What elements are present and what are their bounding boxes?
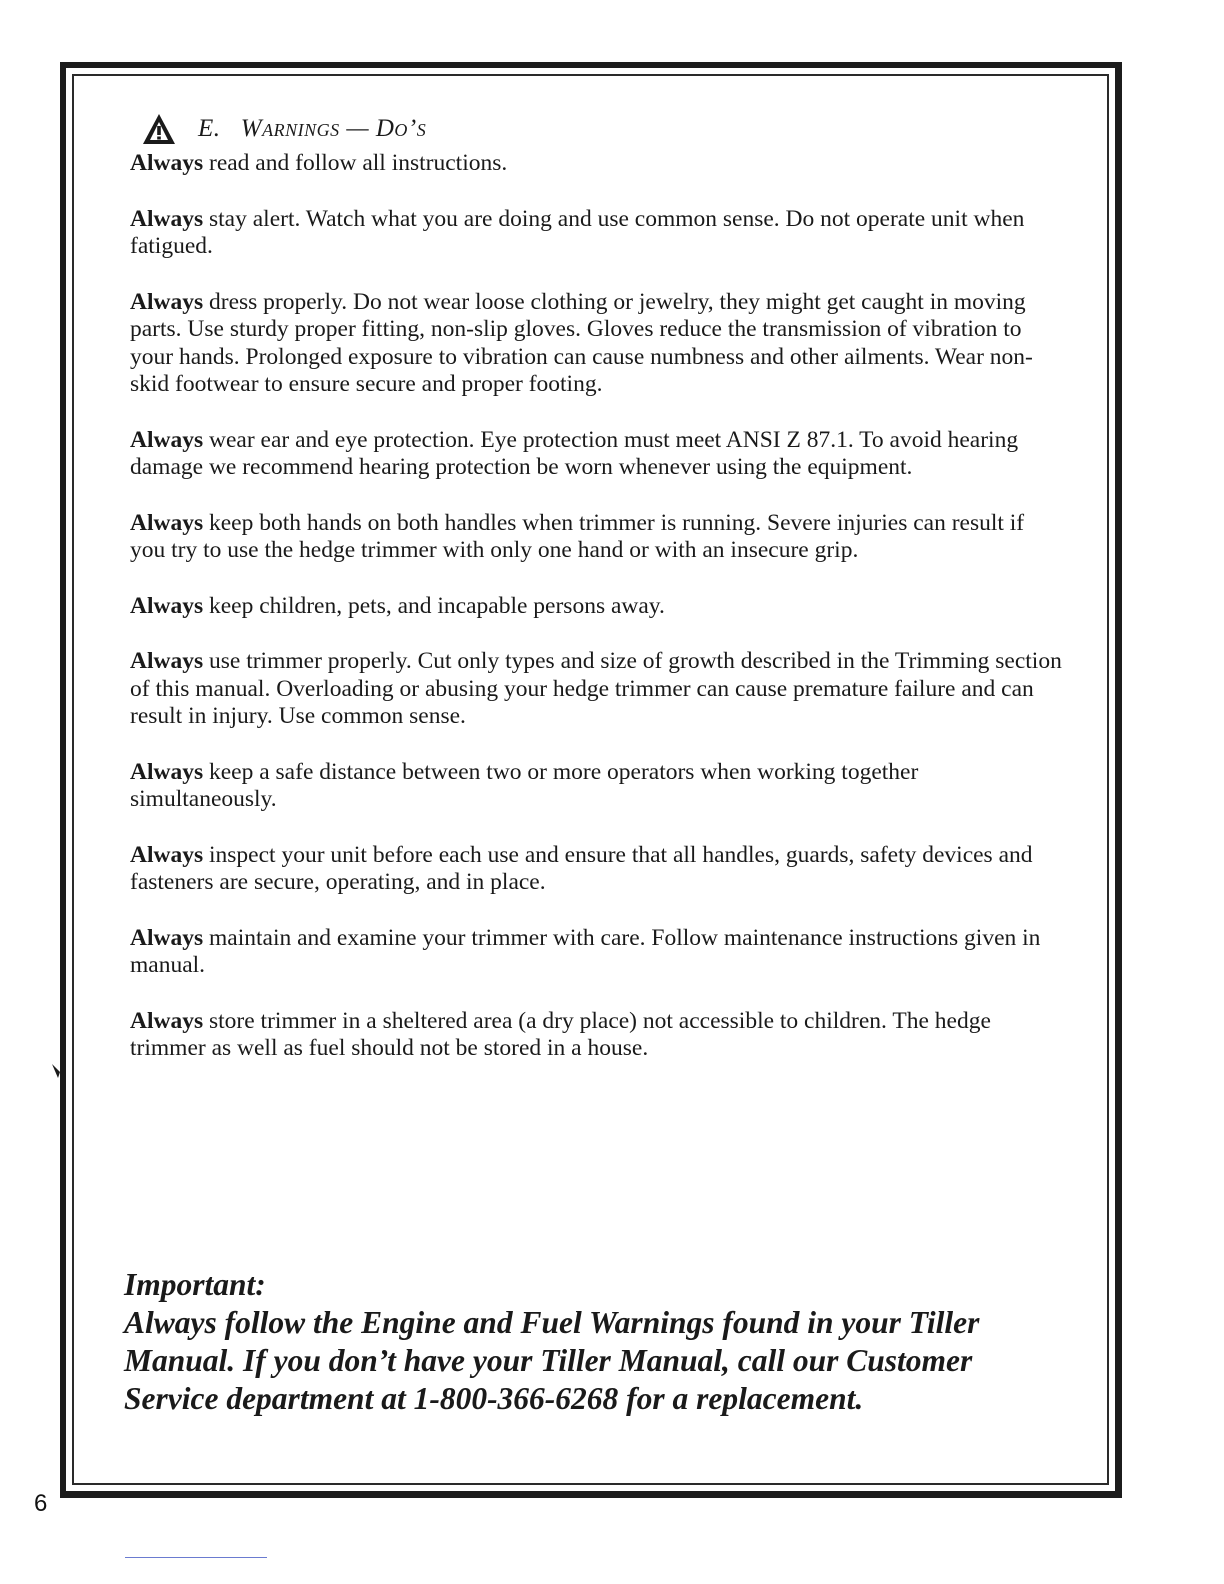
important-label: Important: bbox=[124, 1267, 266, 1302]
warning-text: read and follow all instructions. bbox=[203, 150, 508, 176]
warning-item bbox=[130, 427, 1064, 482]
warning-lead: Always bbox=[130, 841, 204, 868]
section-letter: E. bbox=[198, 115, 221, 142]
warnings-list bbox=[124, 150, 1064, 1091]
important-text: Always follow the Engine and Fuel Warnings found in your Tiller Manual. If you don’t have your Tiller Manual, call our Customer Service department at 1-800-366-6268 for a replacement. bbox=[124, 1305, 980, 1416]
warning-lead: Always bbox=[130, 150, 204, 176]
warning-item bbox=[130, 759, 1064, 814]
warning-lead: Always bbox=[130, 426, 204, 453]
warning-lead: Always bbox=[130, 205, 204, 232]
warning-item bbox=[130, 925, 1064, 980]
warning-text: dress properly. Do not wear loose clothing or jewelry, they might get caught in moving parts. Use sturdy proper fitting, non-slip gloves. Gloves reduce the transmission of vibration to your hands. Prolonged exposure to vibration can cause numbness and other ailments. Wear non-skid footwear to ensure secure and proper footing. bbox=[130, 288, 1033, 397]
warning-text: maintain and examine your trimmer with care. Follow maintenance instructions given in manual. bbox=[130, 924, 1041, 978]
warning-item bbox=[130, 289, 1064, 399]
warning-item bbox=[130, 842, 1064, 897]
warning-lead: Always bbox=[130, 592, 204, 619]
page-number: 6 bbox=[34, 1490, 48, 1517]
warning-item bbox=[130, 593, 1064, 621]
warning-text: stay alert. Watch what you are doing and use common sense. Do not operate unit when fatigued. bbox=[130, 205, 1025, 259]
warning-lead: Always bbox=[130, 648, 204, 674]
warning-lead: Always bbox=[130, 288, 204, 315]
section-title bbox=[198, 115, 426, 143]
warning-lead: Always bbox=[130, 509, 204, 536]
warning-lead: Always bbox=[130, 924, 204, 951]
warning-text: wear ear and eye protection. Eye protection must meet ANSI Z 87.1. To avoid hearing damage we recommend hearing protection be worn whenever using the equipment. bbox=[130, 426, 1019, 480]
binding-mark bbox=[52, 1064, 60, 1078]
warning-text: keep a safe distance between two or more operators when working together simultaneously. bbox=[130, 758, 919, 812]
warning-item bbox=[130, 648, 1064, 731]
warning-triangle-icon bbox=[142, 113, 176, 145]
section-title-text: Warnings — Do’s bbox=[240, 115, 427, 142]
warning-text: inspect your unit before each use and ensure that all handles, guards, safety devices and fasteners are secure, operating, and in place. bbox=[130, 841, 1033, 895]
warning-text: keep both hands on both handles when trimmer is running. Severe injuries can result if you try to use the hedge trimmer with only one hand or with an insecure grip. bbox=[130, 509, 1025, 563]
warning-lead: Always bbox=[130, 1007, 204, 1034]
section-heading bbox=[142, 112, 426, 146]
warning-item bbox=[130, 1008, 1064, 1063]
warning-item bbox=[130, 150, 1064, 178]
warning-lead: Always bbox=[130, 758, 204, 785]
warning-item bbox=[130, 510, 1064, 565]
warning-item bbox=[130, 206, 1064, 261]
important-notice bbox=[124, 1266, 1064, 1418]
warning-text: use trimmer properly. Cut only types and size of growth described in the Trimming section of this manual. Overloading or abusing your hedge trimmer can cause premature failure and can result in injury. Use common sense. bbox=[130, 648, 1062, 729]
warning-text: keep children, pets, and incapable persons away. bbox=[203, 592, 665, 619]
bottom-rule bbox=[125, 1557, 267, 1558]
warning-text: store trimmer in a sheltered area (a dry place) not accessible to children. The hedge trimmer as well as fuel should not be stored in a house. bbox=[130, 1007, 991, 1061]
